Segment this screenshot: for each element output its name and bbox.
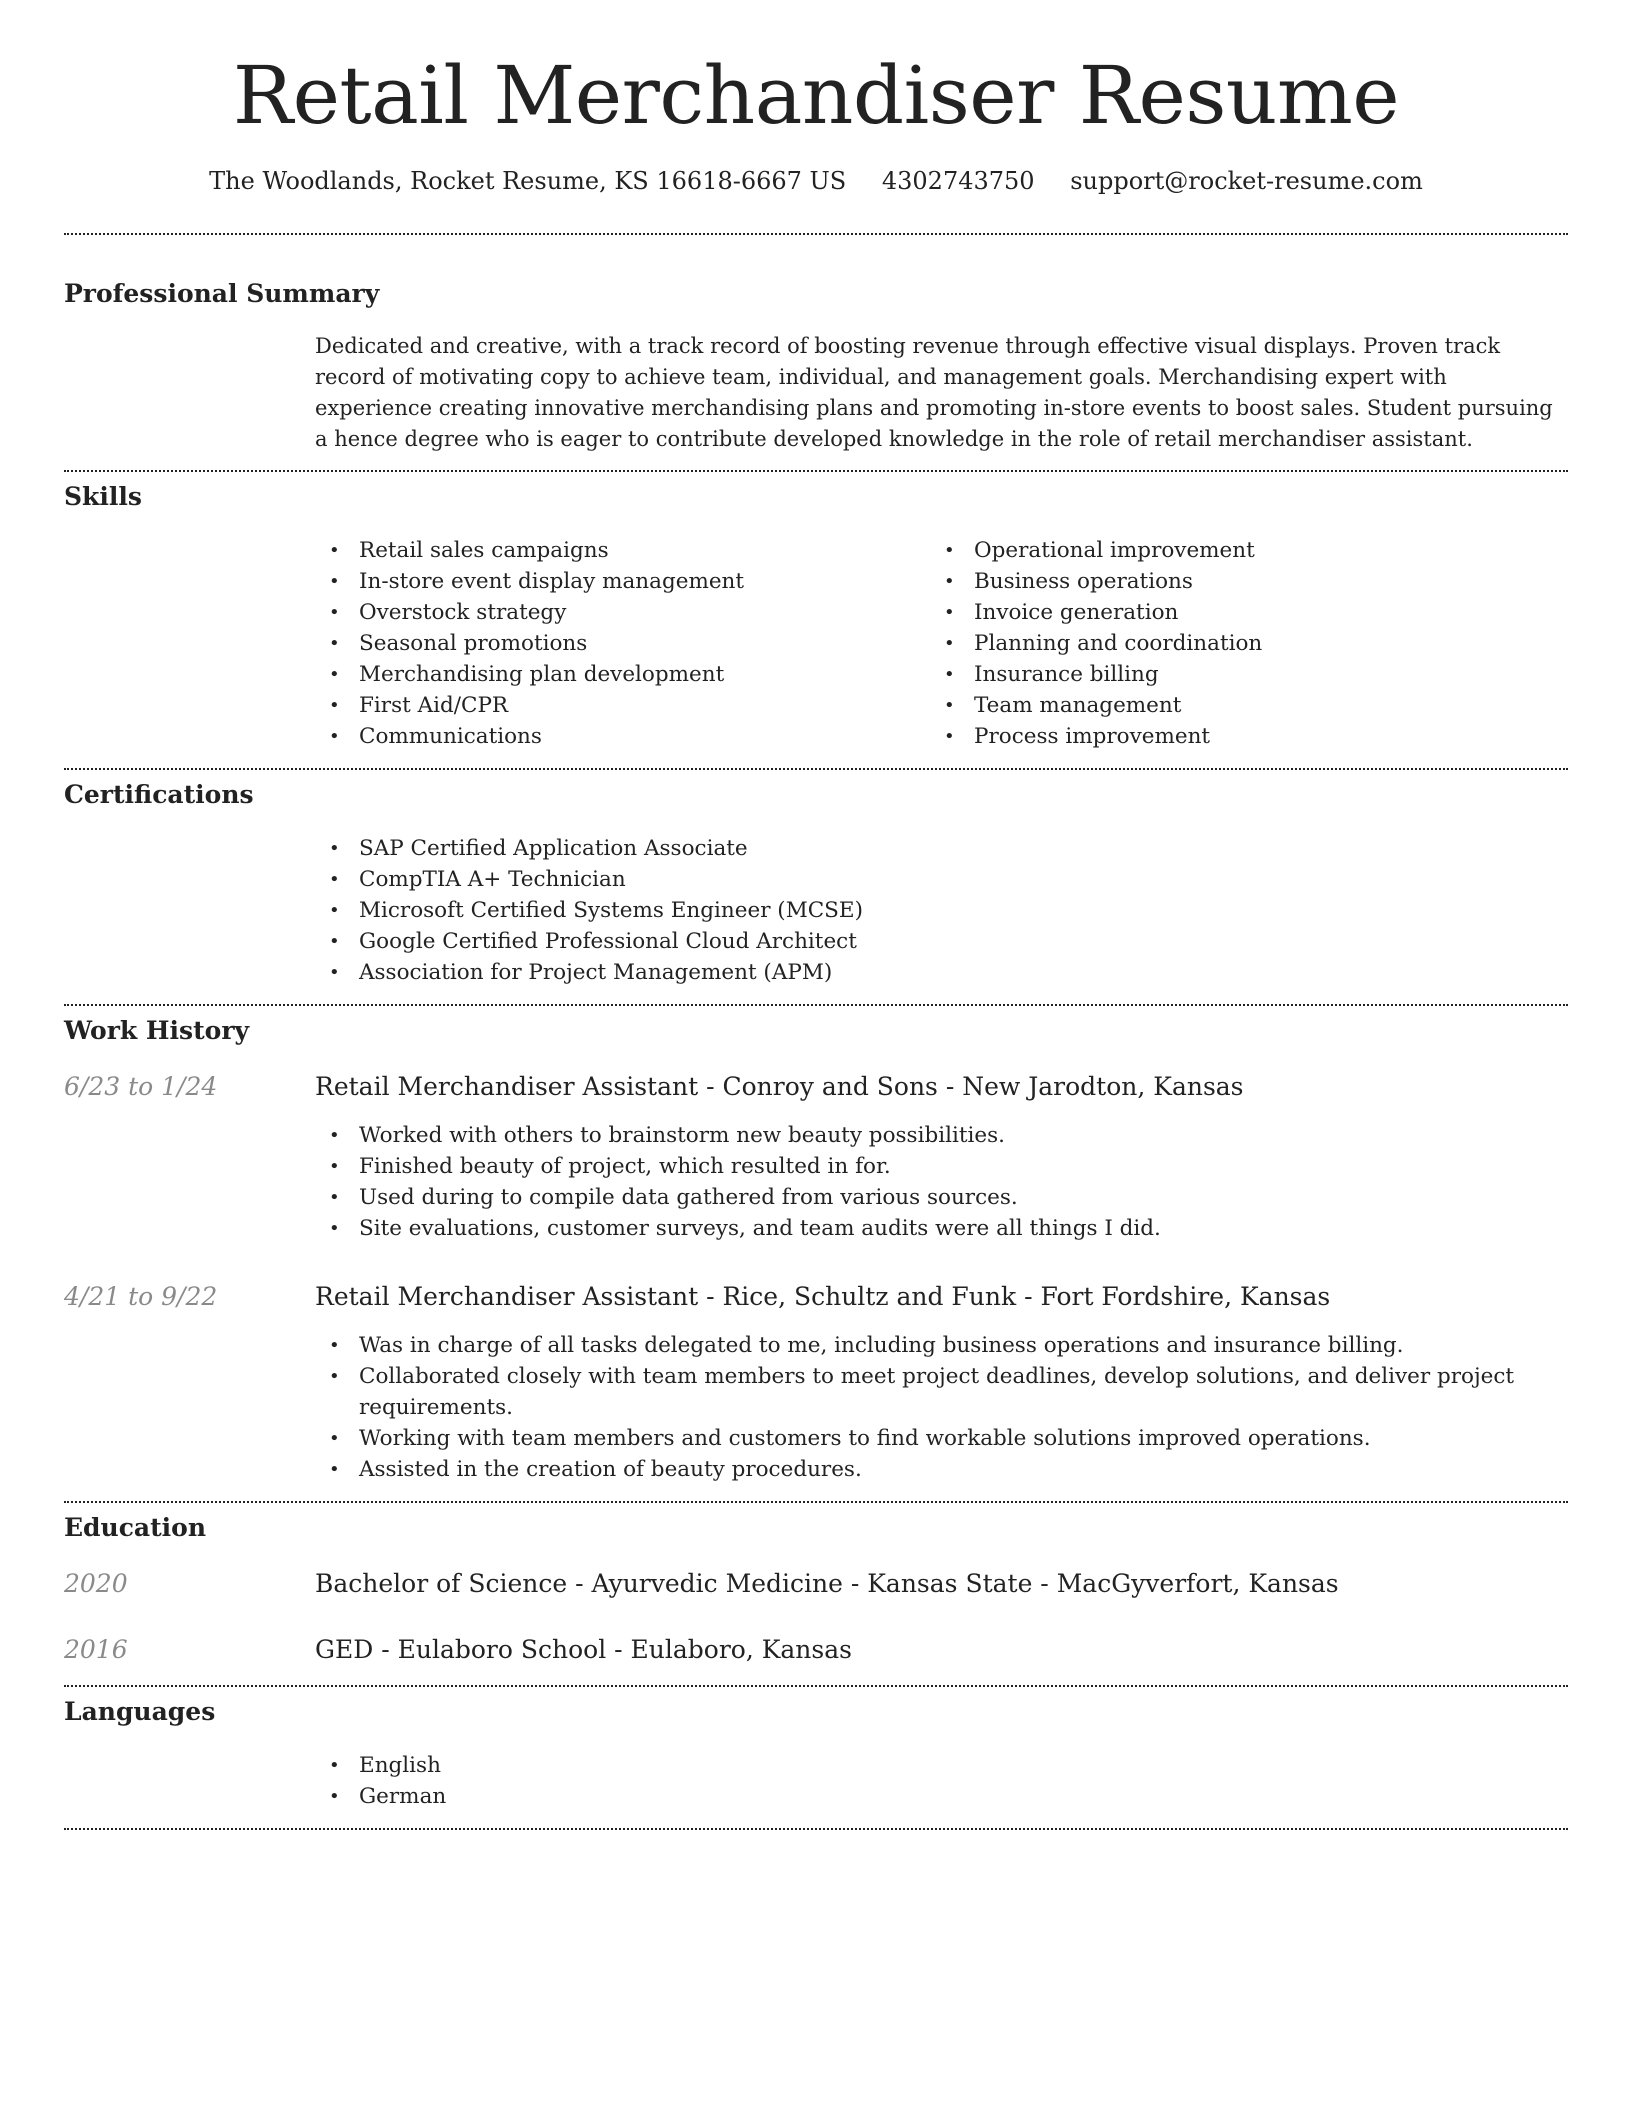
job-title: Retail Merchandiser Assistant xyxy=(315,1282,699,1312)
work-history-section xyxy=(64,1016,1568,1485)
skills-heading: Skills xyxy=(64,482,142,512)
education-title-line xyxy=(315,1569,1568,1599)
education-school: - Eulaboro School - Eulaboro, Kansas xyxy=(373,1635,852,1665)
list-item: • Association for Project Management (APM) xyxy=(315,957,1568,988)
list-item: • Planning and coordination xyxy=(930,628,1545,659)
certifications-heading: Certifications xyxy=(64,780,254,810)
job-dates: 6/23 to 1/24 xyxy=(64,1072,218,1102)
job-employer: - Conroy and Sons - New Jarodton, Kansas xyxy=(698,1072,1244,1102)
section-divider xyxy=(64,1004,1568,1006)
contact-phone: 4302743750 xyxy=(881,167,1035,195)
job-title: Retail Merchandiser Assistant xyxy=(315,1072,699,1102)
list-item: • Invoice generation xyxy=(930,597,1545,628)
list-item: • Worked with others to brainstorm new beauty possibilities. xyxy=(315,1120,1568,1151)
education-entry xyxy=(64,1569,1568,1599)
job-bullets xyxy=(315,1120,1568,1244)
skills-list-left xyxy=(315,535,930,752)
job-entry xyxy=(64,1072,1568,1244)
languages-list xyxy=(315,1750,1568,1812)
list-item: • German xyxy=(315,1781,1568,1812)
list-item: • Process improvement xyxy=(930,721,1545,752)
education-title-line xyxy=(315,1635,1568,1665)
section-divider xyxy=(64,1828,1568,1830)
resume-title: Retail Merchandiser Resume xyxy=(232,49,1400,142)
list-item: • Finished beauty of project, which resulted in for. xyxy=(315,1151,1568,1182)
education-degree: GED xyxy=(315,1635,374,1665)
job-employer: - Rice, Schultz and Funk - Fort Fordshire, Kansas xyxy=(698,1282,1331,1312)
education-section xyxy=(64,1513,1568,1665)
section-divider xyxy=(64,1685,1568,1687)
certifications-section xyxy=(64,780,1568,988)
education-year: 2020 xyxy=(64,1569,128,1599)
list-item: • Merchandising plan development xyxy=(315,659,930,690)
list-item: • Microsoft Certified Systems Engineer (MCSE) xyxy=(315,895,1568,926)
list-item: • Overstock strategy xyxy=(315,597,930,628)
list-item: • English xyxy=(315,1750,1568,1781)
job-dates: 4/21 to 9/22 xyxy=(64,1282,218,1312)
languages-section xyxy=(64,1697,1568,1812)
list-item: • Seasonal promotions xyxy=(315,628,930,659)
section-divider xyxy=(64,1501,1568,1503)
section-divider xyxy=(64,768,1568,770)
list-item: • SAP Certified Application Associate xyxy=(315,833,1568,864)
education-entry xyxy=(64,1635,1568,1665)
list-item: • Collaborated closely with team members to meet project deadlines, develop solutions, and deliver project requirements. xyxy=(315,1361,1568,1423)
list-item: • Working with team members and customers to find workable solutions improved operations. xyxy=(315,1423,1568,1454)
skills-section xyxy=(64,482,1568,752)
contact-address: The Woodlands, Rocket Resume, KS 16618-6667 US xyxy=(209,167,847,195)
work-history-heading: Work History xyxy=(64,1016,250,1046)
list-item: • Business operations xyxy=(930,566,1545,597)
certifications-list xyxy=(315,833,1568,988)
education-heading: Education xyxy=(64,1513,207,1543)
summary-section xyxy=(64,279,1568,455)
summary-heading: Professional Summary xyxy=(64,279,380,309)
contact-line xyxy=(64,166,1568,197)
list-item: • Team management xyxy=(930,690,1545,721)
list-item: • First Aid/CPR xyxy=(315,690,930,721)
education-year: 2016 xyxy=(64,1635,128,1665)
summary-text: Dedicated and creative, with a track record of boosting revenue through effective visual displays. Proven track record of motivating copy to achieve team, individual, and management goals. Merchandising expert with experience creating innovative merchandising plans and promoting in-store events to boost sales. Student pursuing a hence degree who is eager to contribute developed knowledge in the role of retail merchandiser assistant. xyxy=(315,334,1553,452)
job-bullets xyxy=(315,1330,1568,1485)
list-item: • In-store event display management xyxy=(315,566,930,597)
list-item: • Site evaluations, customer surveys, and team audits were all things I did. xyxy=(315,1213,1568,1244)
resume-page xyxy=(64,0,1568,1830)
education-degree: Bachelor of Science - Ayurvedic Medicine xyxy=(315,1569,843,1599)
list-item: • Assisted in the creation of beauty procedures. xyxy=(315,1454,1568,1485)
list-item: • Communications xyxy=(315,721,930,752)
list-item: • Used during to compile data gathered from various sources. xyxy=(315,1182,1568,1213)
section-divider xyxy=(64,470,1568,472)
job-title-line xyxy=(315,1282,1568,1312)
list-item: • Insurance billing xyxy=(930,659,1545,690)
education-school: - Kansas State - MacGyverfort, Kansas xyxy=(842,1569,1339,1599)
section-divider xyxy=(64,233,1568,235)
languages-heading: Languages xyxy=(64,1697,216,1727)
list-item: • CompTIA A+ Technician xyxy=(315,864,1568,895)
list-item: • Retail sales campaigns xyxy=(315,535,930,566)
list-item: • Was in charge of all tasks delegated to me, including business operations and insurance billing. xyxy=(315,1330,1568,1361)
job-title-line xyxy=(315,1072,1568,1102)
job-entry xyxy=(64,1282,1568,1485)
contact-email: support@rocket-resume.com xyxy=(1070,167,1423,195)
skills-list-right xyxy=(930,535,1545,752)
list-item: • Operational improvement xyxy=(930,535,1545,566)
list-item: • Google Certified Professional Cloud Architect xyxy=(315,926,1568,957)
